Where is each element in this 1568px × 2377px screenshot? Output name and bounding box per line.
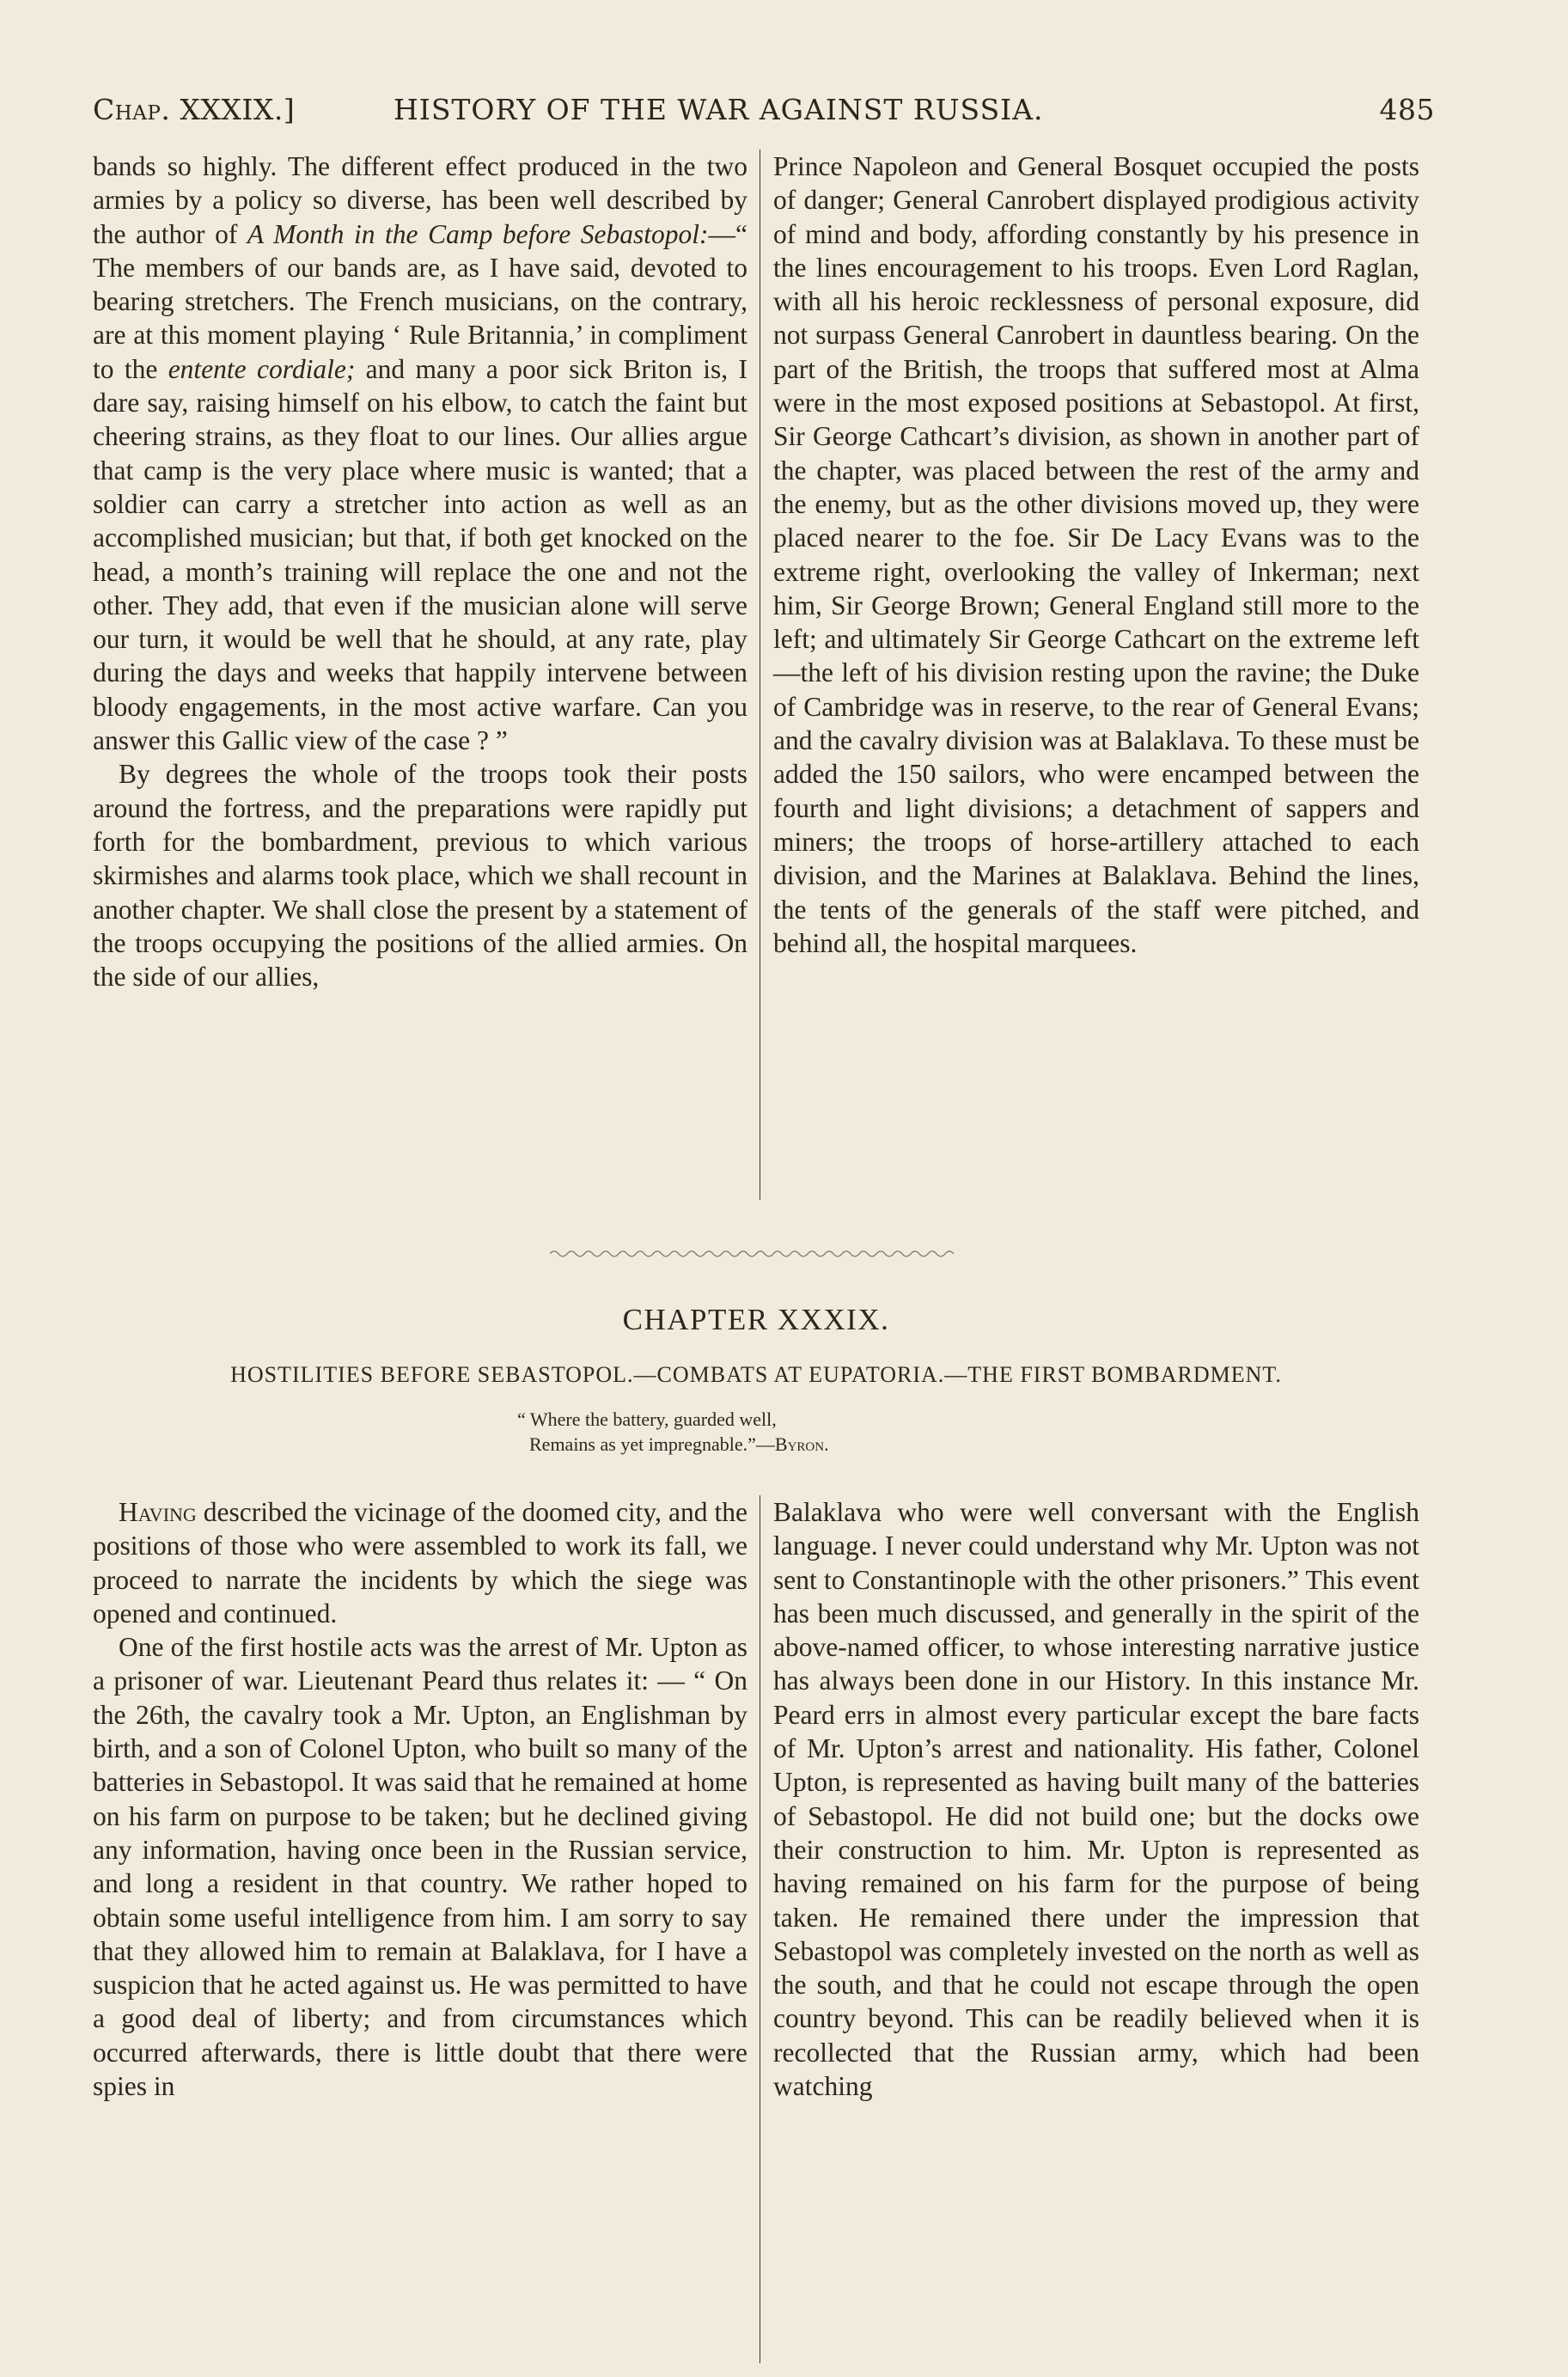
epigraph-text: Remains as yet impregnable.”— [529,1433,775,1455]
paragraph [93,150,747,757]
top-left-column [93,150,747,993]
paragraph: Balaklava who were well conversant with the English language. I never could understand why Mr. Upton was not sent to Constantinople with the other prisoners.” This event has been much discussed, and generally in the spirit of the above-named officer, to whose interesting narrative justice has always been done in our History. In this instance Mr. Peard errs in almost every particular except the bare facts of Mr. Upton’s arrest and nationality. His father, Colonel Upton, is represented as having built many of the batteries of Sebastopol. He did not build one; but the docks owe their construction to him. Mr. Upton is represented as having remained on his farm for the purpose of being taken. He remained there under the impression that Sebastopol was completely invested on the north as well as the south, and that he could not escape through the open country beyond. This can be readily believed when it is recollected that the Russian army, which had been watching [773,1497,1419,2102]
lead-word: Having [119,1497,197,1527]
epigraph [517,1407,1119,1457]
paragraph: Prince Napoleon and General Bosquet occupied the posts of danger; General Canrobert displayed prodigious activity of mind and body, affording constantly by his presence in the lines encouragement to his troops. Even Lord Raglan, with all his heroic recklessness of personal exposure, did not surpass General Canrobert in dauntless bearing. On the part of the British, the troops that suffered most at Alma were in the most exposed positions at Sebastopol. At first, Sir George Cathcart’s division, as shown in another part of the chapter, was placed between the rest of the army and the enemy, but as the other divisions moved up, they were placed nearer to the foe. Sir De Lacy Evans was to the extreme right, overlooking the valley of Inkerman; next him, Sir George Brown; General England still more to the left; and ultimately Sir George Cathcart on the extreme left—the left of his division resting upon the ravine; the Duke of Cambridge was in reserve, to the rear of General Evans; and the cavalry division was at Balaklava. To these must be added the 150 sailors, who were encamped between the fourth and light divisions; a detachment of sappers and miners; the troops of horse-artillery attached to each division, and the Marines at Balaklava. Behind the lines, the tents of the generals of the staff were pitched, and behind all, the hospital marquees. [773,151,1419,958]
running-header [93,93,1435,136]
wavy-ornament-divider [550,1248,954,1260]
chapter-title: CHAPTER XXXIX. [622,1303,890,1336]
running-title: HISTORY OF THE WAR AGAINST RUSSIA. [394,93,1044,126]
epigraph-line [517,1432,1119,1457]
text-run: and many a poor sick Briton is, I dare say, raising himself on his elbow, to catch the faint but cheering strains, as they float to our lines. Our allies argue that camp is the very place where music is wanted; that a soldier can carry a stretcher into action as well as an accomplished musician; but that, if both get knocked on the head, a month’s training will replace the one and not the other. They add, that even if the musician alone will serve our turn, it would be well that he should, at any rate, play during the days and weeks that happily intervene between bloody engagements, in the most active warfare. Can you answer this Gallic view of the case ? ” [93,353,747,756]
chapter-reference: Chap. XXXIX.] [93,93,296,126]
paragraph [93,1495,747,1630]
chapter-subtitle: HOSTILITIES BEFORE SEBASTOPOL.—COMBATS AT EUPATORIA.—THE FIRST BOMBARDMENT. [230,1362,1282,1387]
text-run: described the vicinage of the doomed city, and the positions of those who were assembled to work its fall, we proceed to narrate the incidents by which the siege was opened and continued. [93,1497,747,1628]
top-right-column [773,150,1419,960]
italic-phrase: entente cordiale; [168,353,356,384]
paragraph: By degrees the whole of the troops took their posts around the fortress, and the preparations were rapidly put forth for the bombardment, previous to which various skirmishes and alarms took place, which we shall recount in another chapter. We shall close the present by a statement of the troops occupying the positions of the allied armies. On the side of our allies, [93,759,747,993]
bottom-right-column [773,1495,1419,2103]
epigraph-line: “ Where the battery, guarded well, [517,1408,777,1430]
text-run: bands so highly. The different effect produced in the two armies by a policy so diverse, has been well described by the author of [93,151,747,249]
text-run: —“ The members of our bands are, as I have said, devoted to bearing stretchers. The French musicians, on the contrary, are at this moment playing ‘ Rule Britannia,’ in compliment to the [93,218,747,384]
paragraph: One of the first hostile acts was the arrest of Mr. Upton as a prisoner of war. Lieutenant Peard thus relates it: — “ On the 26th, the cavalry took a Mr. Upton, an Englishman by birth, and a son of Colonel Upton, who built so many of the batteries in Sebastopol. It was said that he remained at home on his farm on purpose to be taken; but he declined giving any information, having once been in the Russian service, and long a resident in that country. We rather hoped to obtain some useful intelligence from him. I am sorry to say that they allowed him to remain at Balaklava, for I have a suspicion that he acted against us. He was permitted to have a good deal of liberty; and from circumstances which occurred afterwards, there is little doubt that there were spies in [93,1632,747,2102]
bottom-left-column [93,1495,747,2103]
epigraph-author: Byron. [774,1433,829,1455]
page-number: 485 [1379,93,1435,126]
book-title: A Month in the Camp before Sebastopol: [247,218,709,249]
